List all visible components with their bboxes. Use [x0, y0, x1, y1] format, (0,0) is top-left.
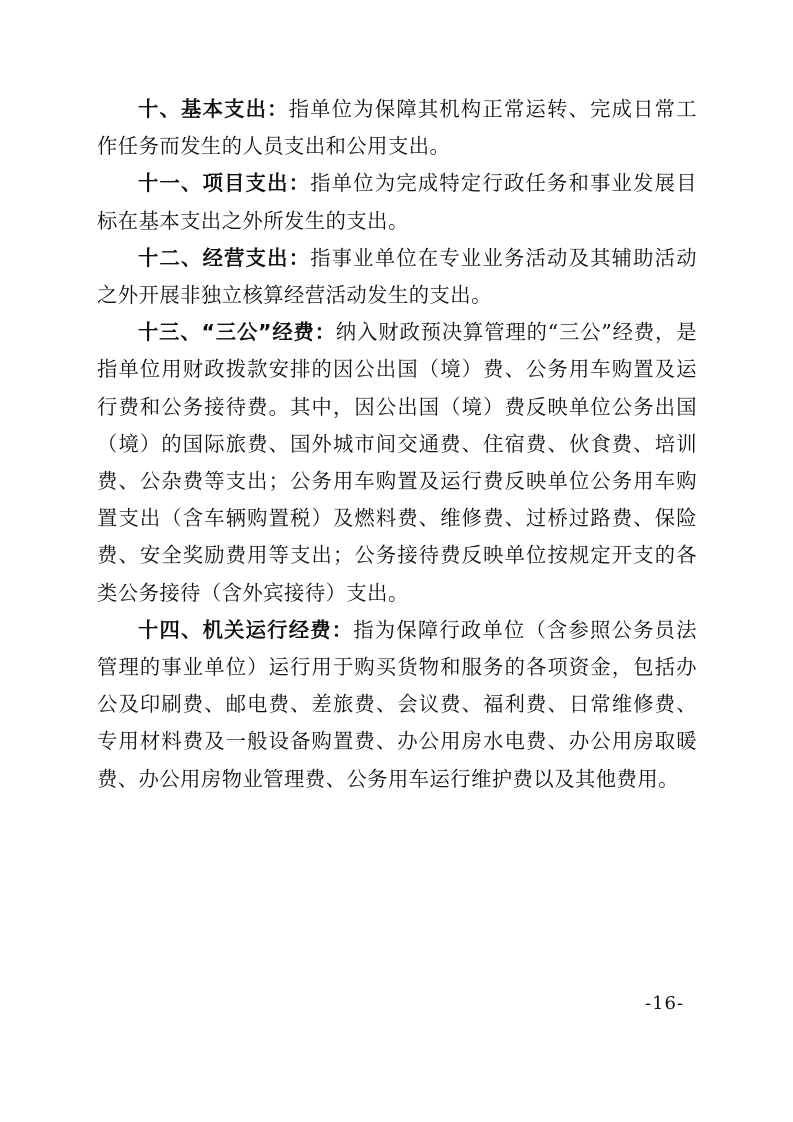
definition-paragraph-basic-expenditure	[97, 91, 697, 165]
term-three-public-expenses: 十三、“三公”经费：	[138, 320, 336, 345]
document-body	[97, 91, 697, 798]
definition-paragraph-three-public-expenses	[97, 314, 697, 612]
definition-project-expenditure: 指单位为完成特定行政任务和事业发展目标在基本支出之外所发生的支出。	[97, 171, 697, 233]
term-project-expenditure: 十一、项目支出：	[138, 171, 311, 196]
definition-paragraph-project-expenditure	[97, 165, 697, 239]
definition-three-public-expenses: 纳入财政预决算管理的“三公”经费，是指单位用财政拨款安排的因公出国（境）费、公务用车购置及运行费和公务接待费。其中，因公出国（境）费反映单位公务出国（境）的国际旅费、国外城市间交通费、住宿费、伙食费、培训费、公杂费等支出；公务用车购置及运行费反映单位公务用车购置支出（含车辆购置税）及燃料费、维修费、过桥过路费、保险费、安全奖励费用等支出；公务接待费反映单位按规定开支的各类公务接待（含外宾接待）支出。	[97, 320, 697, 605]
definition-operating-expenditure: 指事业单位在专业业务活动及其辅助活动之外开展非独立核算经营活动发生的支出。	[97, 245, 697, 308]
definition-basic-expenditure: 指单位为保障其机构正常运转、完成日常工作任务而发生的人员支出和公用支出。	[97, 97, 697, 159]
page-number: -16-	[645, 993, 685, 1014]
definition-agency-operating-funds: 指为保障行政单位（含参照公务员法管理的事业单位）运行用于购买货物和服务的各项资金，包括办公及印刷费、邮电费、差旅费、会议费、福利费、日常维修费、专用材料费及一般设备购置费、办公用房水电费、办公用房取暖费、办公用房物业管理费、公务用车运行维护费以及其他费用。	[97, 617, 697, 791]
term-agency-operating-funds: 十四、机关运行经费：	[138, 617, 354, 642]
term-basic-expenditure: 十、基本支出：	[138, 97, 289, 121]
definition-paragraph-agency-operating-funds	[97, 612, 697, 798]
definition-paragraph-operating-expenditure	[97, 240, 697, 314]
term-operating-expenditure: 十二、经营支出：	[138, 245, 311, 270]
